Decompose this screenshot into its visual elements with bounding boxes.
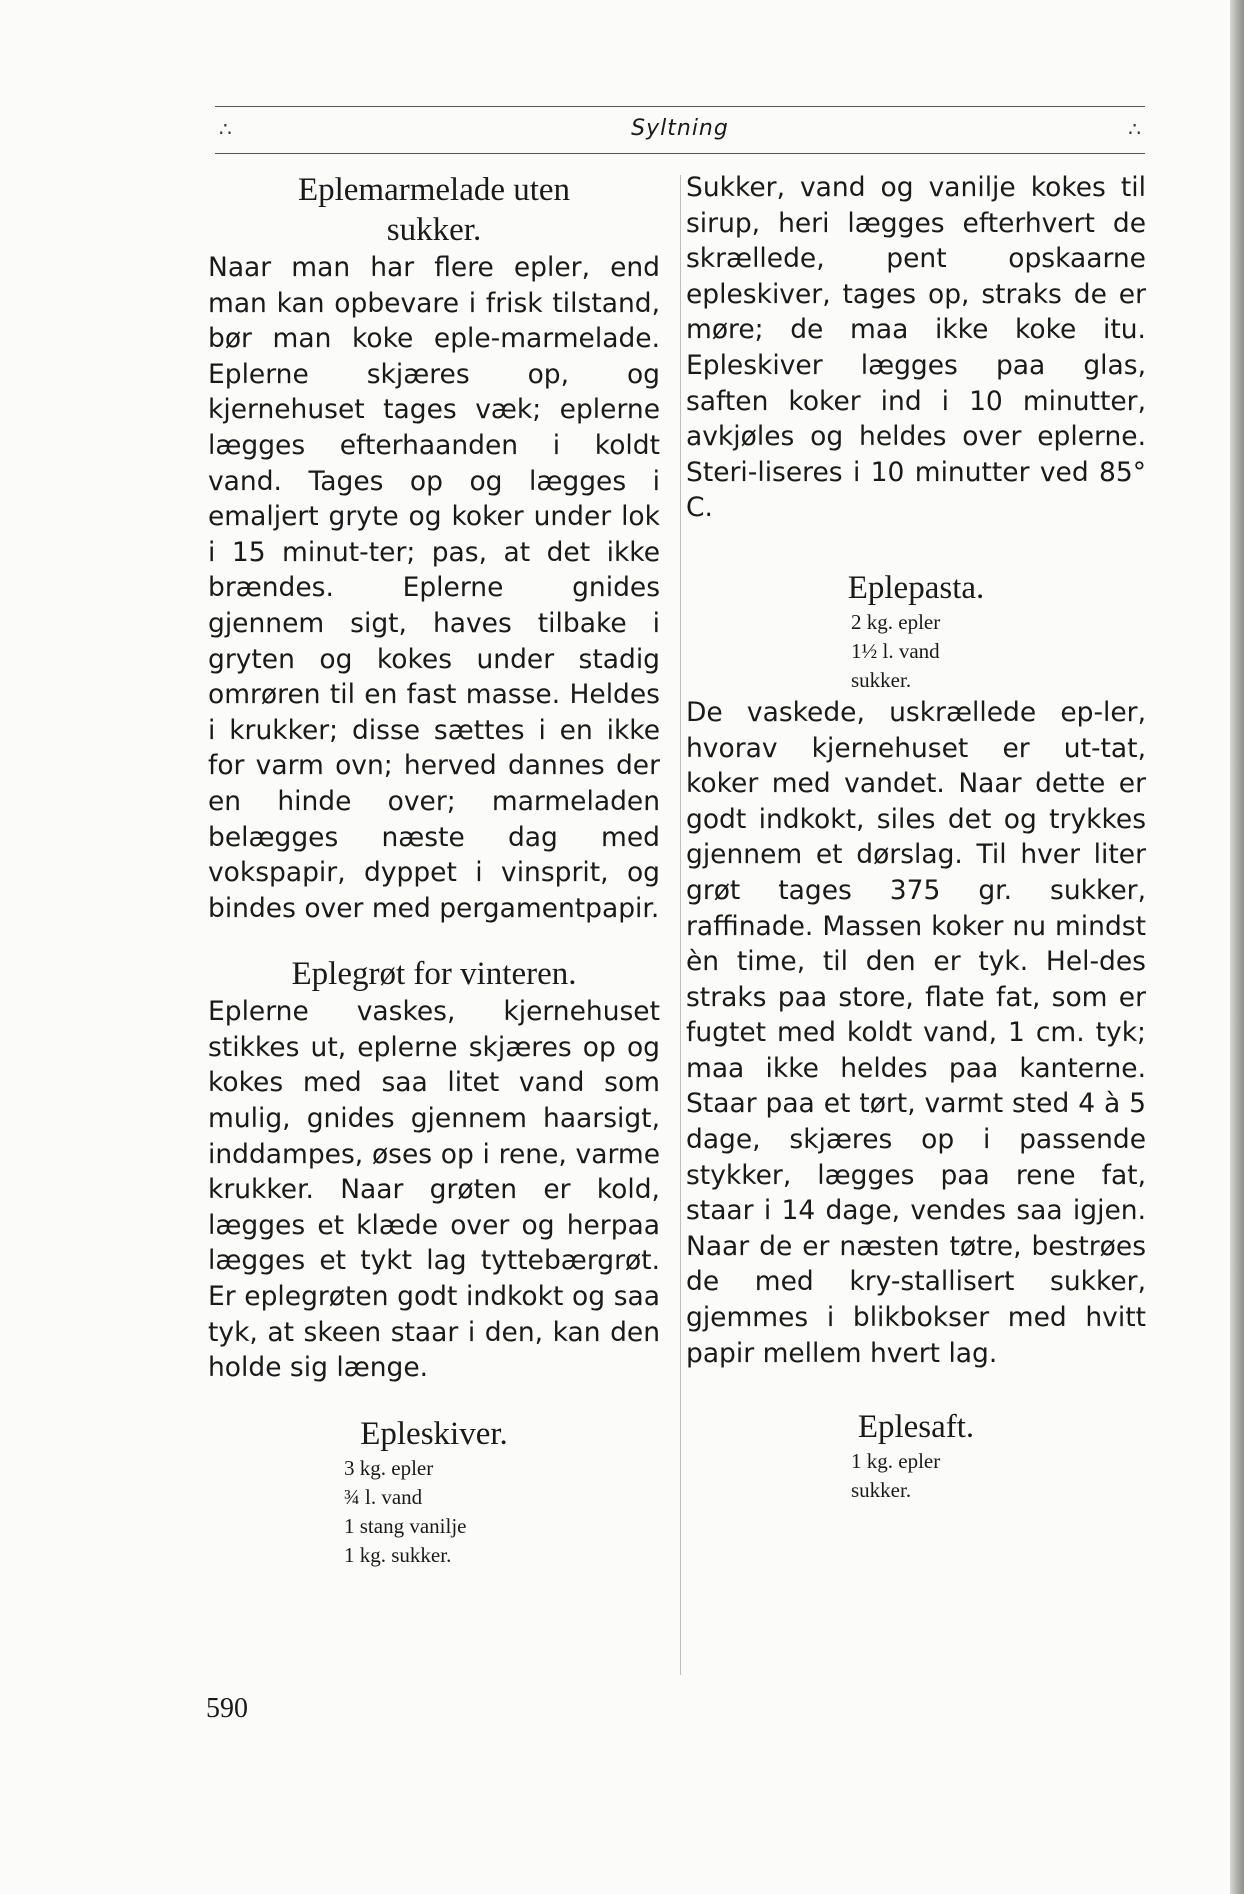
left-column bbox=[208, 170, 660, 1570]
ingredient: 1 kg. epler bbox=[851, 1449, 941, 1474]
ingredient: 1 kg. sukker. bbox=[344, 1542, 452, 1567]
section-title: Eplesaft. bbox=[857, 1409, 975, 1446]
right-column bbox=[686, 170, 1146, 1505]
recipe-text: Eplerne vaskes, kjernehuset stikkes ut, eplerne skjæres op og kokes med saa litet vand som mulig, gnides gjennem haarsigt, inddampes, øses op i rene, varme krukker. Naar grøten er kold, lægges et klæde over og herpaa lægges et tykt lag tyttebærgrøt. Er eplegrøten godt indkokt og saa tyk, at skeen staar i den, kan den holde sig længe. bbox=[208, 996, 660, 1384]
page-number: 590 bbox=[206, 1693, 248, 1724]
ingredient: 1 stang vanilje bbox=[344, 1513, 467, 1538]
section-title: Epleskiver. bbox=[360, 1415, 508, 1452]
recipe-text: De vaskede, uskrællede ep-ler, hvorav kjernehuset er ut-tat, koker med vandet. Naar dette er godt indkokt, siles det og trykkes gjennem et dørslag. Til hver liter grøt tages 375 gr. sukker, raffinade. Massen koker nu mindst èn time, til den er tyk. Hel-des straks paa store, flate fat, som er fugtet med koldt vand, 1 cm. tyk; maa ikke heldes paa kanterne. Staar paa et tørt, varmt sted 4 à 5 dage, skjæres op i passende stykker, lægges paa rene fat, staar i 14 dage, vendes saa igjen. Naar de er næsten tøtre, bestrøes de med kry-stallisert sukker, gjemmes i blikbokser med hvitt papir mellem hvert lag. bbox=[686, 696, 1146, 1369]
section-title-cont: sukker. bbox=[386, 212, 482, 248]
section-title: Eplepasta. bbox=[847, 569, 985, 606]
column-divider bbox=[680, 175, 681, 1675]
ingredient: 2 kg. epler bbox=[851, 609, 941, 634]
ingredient: sukker. bbox=[851, 667, 912, 692]
running-header bbox=[215, 106, 1145, 154]
recipe-text: Sukker, vand og vanilje kokes til sirup, heri lægges efterhvert de skrællede, pent opskaarne epleskiver, tages op, straks de er møre; de maa ikke koke itu. Epleskiver lægges paa glas, saften koker ind i 10 minutter, avkjøles og heldes over eplerne. Steri-liseres i 10 minutter ved 85° C. bbox=[686, 172, 1146, 524]
ingredient-list bbox=[851, 1447, 981, 1505]
section-title: Eplemarmelade uten bbox=[297, 172, 571, 208]
ingredient: 1½ l. vand bbox=[851, 638, 940, 663]
ornament-right: ∴ bbox=[1128, 119, 1141, 141]
recipe-text: Naar man har flere epler, end man kan opbevare i frisk tilstand, bør man koke eple-marmelade. Eplerne skjæres op, og kjernehuset tages væk; eplerne lægges efterhaanden i koldt vand. Tages op og lægges i emaljert gryte og koker under lok i 15 minut-ter; pas, at det ikke brændes. Eplerne gnides gjennem sigt, haves tilbake i gryten og kokes under stadig omrøren til en fast masse. Heldes i krukker; disse sættes i en ikke for varm ovn; herved dannes der en hinde over; marmeladen belægges næste dag med vokspapir, dyppet i vinsprit, og bindes over med pergamentpapir. bbox=[208, 252, 660, 924]
ingredient-list bbox=[344, 1454, 524, 1570]
ornament-left: ∴ bbox=[219, 119, 232, 141]
ingredient-list bbox=[851, 608, 981, 695]
ingredient: ¾ l. vand bbox=[344, 1484, 423, 1509]
ingredient: 3 kg. epler bbox=[344, 1455, 434, 1480]
header-title: Syltning bbox=[631, 116, 729, 141]
section-title: Eplegrøt for vinteren. bbox=[291, 956, 577, 993]
ingredient: sukker. bbox=[851, 1478, 912, 1503]
page-edge bbox=[1230, 0, 1244, 1894]
